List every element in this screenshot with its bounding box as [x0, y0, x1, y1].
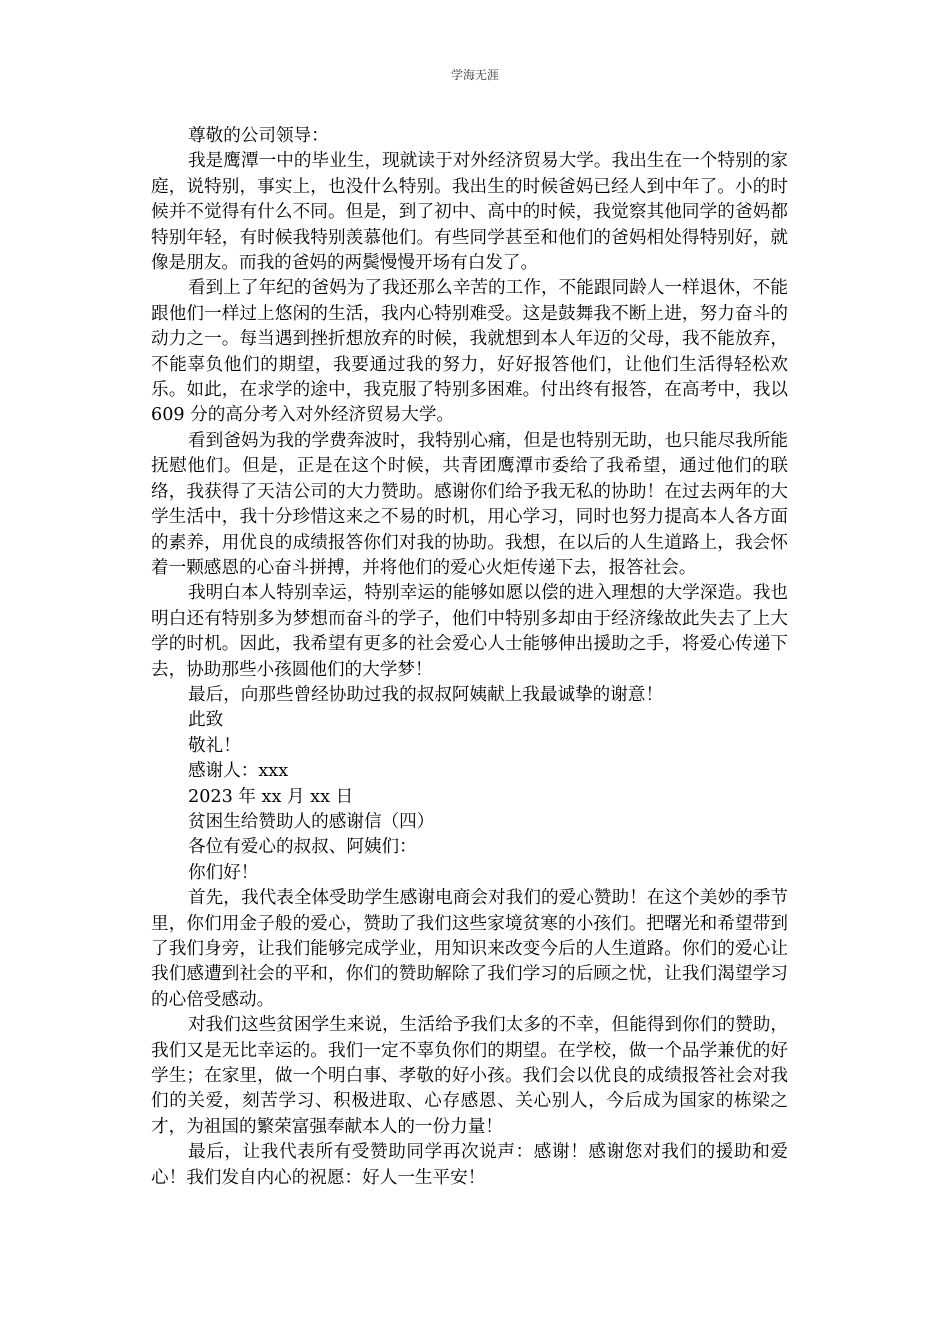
section-title: 贫困生给赞助人的感谢信（四） — [188, 811, 435, 832]
paragraph: 对我们这些贫困学生来说，生活给予我们太多的不幸，但能得到你们的赞助，我们又是无比幸运的。我们一定不辜负你们的期望。在学校，做一个品学兼优的好学生；在家里，做一个明白事、孝敬的好小孩。我们会以优良的成绩报答社会对我们的关爱，刻苦学习、积极进取、心存感恩、关心别人，今后成为国家的栋梁之才，为祖国的繁荣富强奉献本人的一份力量！ — [151, 1015, 788, 1137]
date: 2023 年 xx 月 xx 日 — [188, 786, 354, 807]
paragraph: 看到上了年纪的爸妈为了我还那么辛苦的工作，不能跟同龄人一样退休，不能跟他们一样过上悠闲的生活，我内心特别难受。这是鼓舞我不断上进，努力奋斗的动力之一。每当遇到挫折想放弃的时候，我就想到本人年迈的父母，我不能放弃，不能辜负他们的期望，我要通过我的努力，好好报答他们，让他们生活得轻松欢乐。如此，在求学的途中，我克服了特别多困难。付出终有报答，在高考中，我以 609 分的高分考入对外经济贸易大学。 — [151, 278, 788, 426]
letter-body — [151, 124, 788, 1191]
paragraph: 最后，让我代表所有受赞助同学再次说声：感谢！感谢您对我们的援助和爱心！我们发自内心的祝愿：好人一生平安！ — [151, 1142, 788, 1188]
paragraph: 最后，向那些曾经协助过我的叔叔阿姨献上我最诚挚的谢意！ — [188, 684, 664, 705]
salutation: 各位有爱心的叔叔、阿姨们： — [188, 837, 417, 858]
paragraph: 看到爸妈为我的学费奔波时，我特别心痛，但是也特别无助，也只能尽我所能抚慰他们。但是，正是在这个时候，共青团鹰潭市委给了我希望，通过他们的联络，我获得了天洁公司的大力赞助。感谢你们给予我无私的协助！在过去两年的大学生活中，我十分珍惜这来之不易的时机，用心学习，同时也努力提高本人各方面的素养，用优良的成绩报答你们对我的协助。我想，在以后的人生道路上，我会怀着一颗感恩的心奋斗拼搏，并将他们的爱心火炬传递下去，报答社会。 — [151, 430, 788, 578]
salutation: 尊敬的公司领导： — [188, 126, 329, 146]
paragraph: 首先，我代表全体受助学生感谢电商会对我们的爱心赞助！在这个美妙的季节里，你们用金子般的爱心，赞助了我们这些家境贫寒的小孩们。把曙光和希望带到了我们身旁，让我们能够完成学业，用知识来改变今后的人生道路。你们的爱心让我们感遭到社会的平和，你们的赞助解除了我们学习的后顾之忧，让我们渴望学习的心倍受感动。 — [151, 888, 788, 1010]
greeting: 你们好！ — [188, 862, 259, 883]
page-header: 学海无涯 — [450, 68, 499, 82]
paragraph: 我明白本人特别幸运，特别幸运的能够如愿以偿的进入理想的大学深造。我也明白还有特别多为梦想而奋斗的学子，他们中特别多却由于经济缘故此失去了上大学的时机。因此，我希望有更多的社会爱心人士能够伸出援助之手，将爱心传递下去，协助那些小孩圆他们的大学梦！ — [151, 583, 788, 680]
closing-line: 此致 — [188, 710, 224, 731]
closing-line: 敬礼！ — [188, 735, 241, 756]
signature: 感谢人：xxx — [188, 761, 289, 782]
paragraph: 我是鹰潭一中的毕业生，现就读于对外经济贸易大学。我出生在一个特别的家庭，说特别，事实上，也没什么特别。我出生的时候爸妈已经人到中年了。小的时候并不觉得有什么不同。但是，到了初中、高中的时候，我觉察其他同学的爸妈都特别年轻，有时候我特别羡慕他们。有些同学甚至和他们的爸妈相处得特别好，就像是朋友。而我的爸妈的两鬓慢慢开场有白发了。 — [151, 151, 788, 274]
